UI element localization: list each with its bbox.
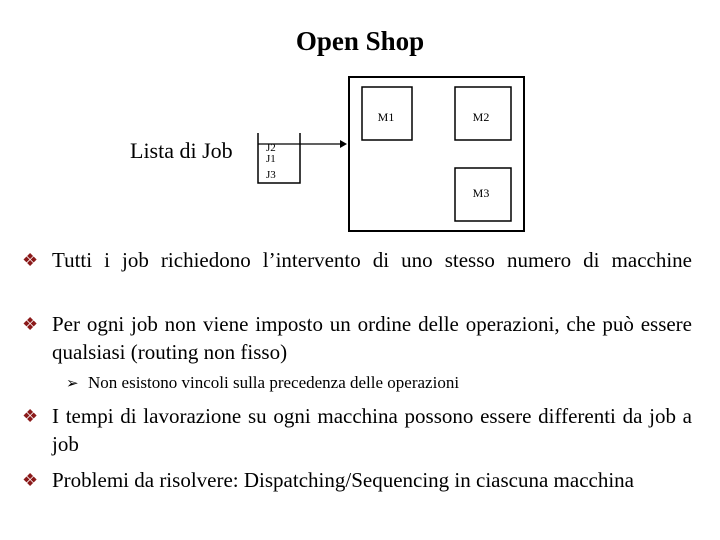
job-queue-bracket [258,133,300,183]
queue-job-item: J2 [266,142,276,154]
slide-title: Open Shop [295,26,425,56]
diamond-bullet-icon: ❖ [22,314,39,334]
bullet-text: I tempi di lavorazione su ogni macchina possono essere differenti da job a job [52,404,692,456]
queue-arrow-head [340,140,347,148]
open-shop-diagram [0,0,720,240]
diamond-bullet-icon: ❖ [22,406,39,426]
sub-bullet-item [66,372,459,395]
bullet-item [22,402,692,458]
job-list-label: Lista di Job [130,138,233,163]
arrow-bullet-icon: ➢ [66,376,79,392]
machine-m3-label: M3 [472,186,490,200]
queue-job-item: J3 [266,169,276,181]
bullet-text: Tutti i job richiedono l’intervento di uno stesso numero di macchine [52,248,692,272]
bullet-text: Per ogni job non viene imposto un ordine delle operazioni, che può essere qualsiasi (routing non fisso) [52,312,692,364]
bullet-item [22,310,692,366]
sub-bullet-text: Non esistono vincoli sulla precedenza delle operazioni [88,373,460,392]
bullet-text: Problemi da risolvere: Dispatching/Sequencing in ciascuna macchina [52,468,634,492]
bullet-item [22,466,692,494]
bullet-item [22,246,692,274]
diamond-bullet-icon: ❖ [22,470,39,490]
shop-frame [349,77,524,231]
machine-m1-label: M1 [377,110,395,124]
diamond-bullet-icon: ❖ [22,250,39,270]
machine-m2-label: M2 [472,110,490,124]
queue-job-item: J1 [266,153,276,165]
